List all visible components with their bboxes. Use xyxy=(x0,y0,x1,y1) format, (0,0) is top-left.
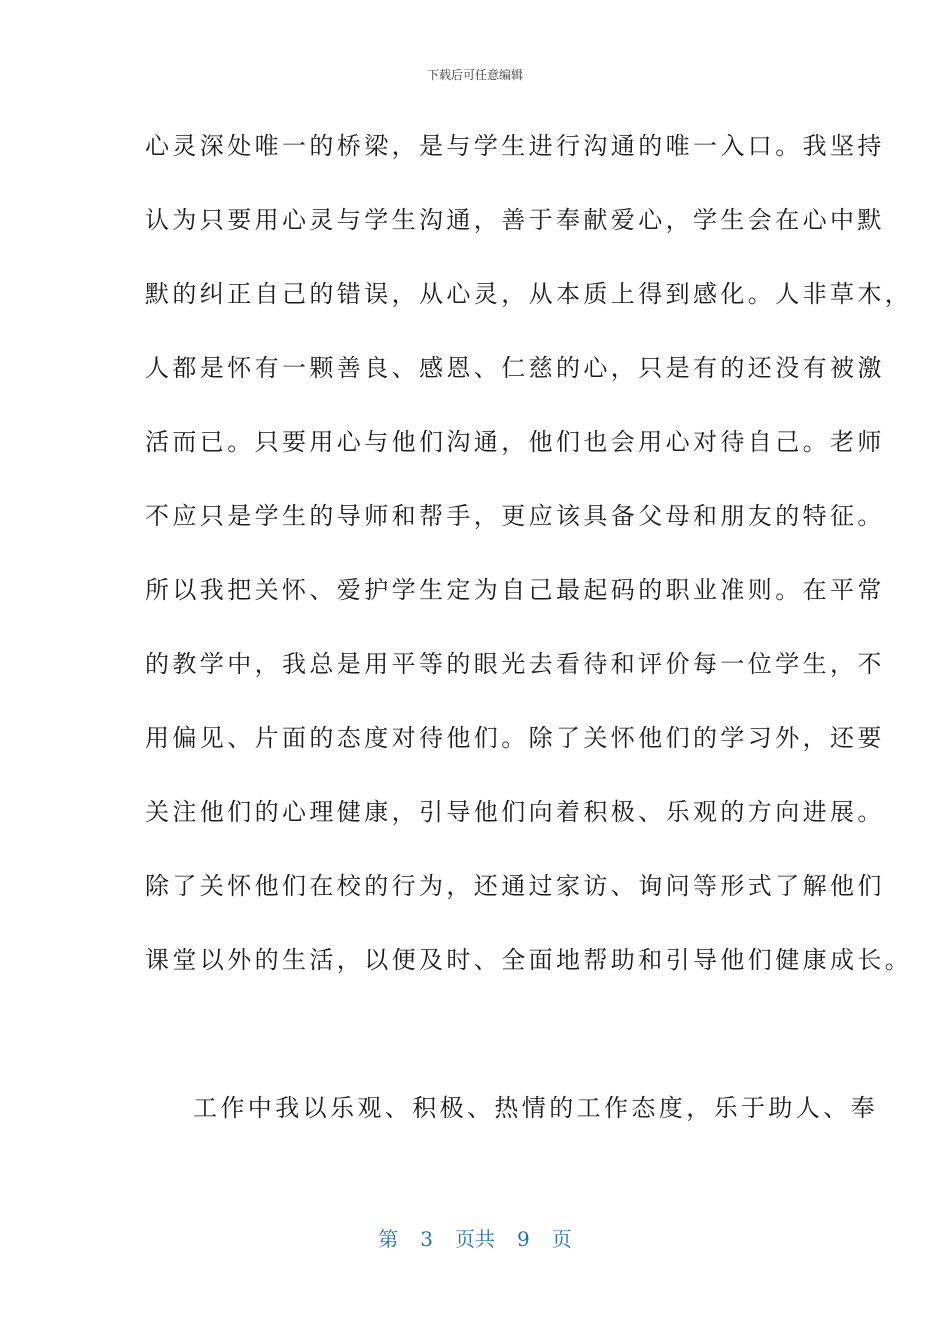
text-line: 所以我把关怀、爱护学生定为自己最起码的职业准则。在平常 xyxy=(145,576,885,604)
text-line: 活而已。只要用心与他们沟通，他们也会用心对待自己。老师 xyxy=(145,428,885,456)
text-line: 的教学中，我总是用平等的眼光去看待和评价每一位学生，不 xyxy=(145,650,885,678)
text-line: 心灵深处唯一的桥梁，是与学生进行沟通的唯一入口。我坚持 xyxy=(145,132,885,160)
text-line: 关注他们的心理健康，引导他们向着积极、乐观的方向进展。 xyxy=(145,798,885,826)
footer-middle: 页共 xyxy=(455,1227,495,1251)
current-page-number: 3 xyxy=(420,1227,433,1251)
footer-prefix: 第 xyxy=(378,1227,399,1251)
footer-suffix: 页 xyxy=(551,1227,572,1251)
total-pages-number: 9 xyxy=(517,1227,530,1251)
text-line: 人都是怀有一颗善良、感恩、仁慈的心，只是有的还没有被激 xyxy=(145,354,885,382)
paragraph-first-line: 工作中我以乐观、积极、热情的工作态度，乐于助人、奉 xyxy=(193,1094,878,1122)
text-line: 不应只是学生的导师和帮手，更应该具备父母和朋友的特征。 xyxy=(145,502,885,530)
text-line: 认为只要用心灵与学生沟通，善于奉献爱心，学生会在心中默 xyxy=(145,206,885,234)
page-number-footer xyxy=(0,1226,950,1252)
page-header: 下载后可任意编辑 xyxy=(426,68,523,82)
paragraph-gap xyxy=(145,1014,805,1088)
text-line: 默的纠正自己的错误，从心灵，从本质上得到感化。人非草木， xyxy=(145,280,913,308)
text-line: 用偏见、片面的态度对待他们。除了关怀他们的学习外，还要 xyxy=(145,724,885,752)
text-line: 除了关怀他们在校的行为，还通过家访、询问等形式了解他们 xyxy=(145,872,885,900)
text-line: 课堂以外的生活，以便及时、全面地帮助和引导他们健康成长。 xyxy=(145,946,913,974)
document-body xyxy=(145,126,913,1162)
